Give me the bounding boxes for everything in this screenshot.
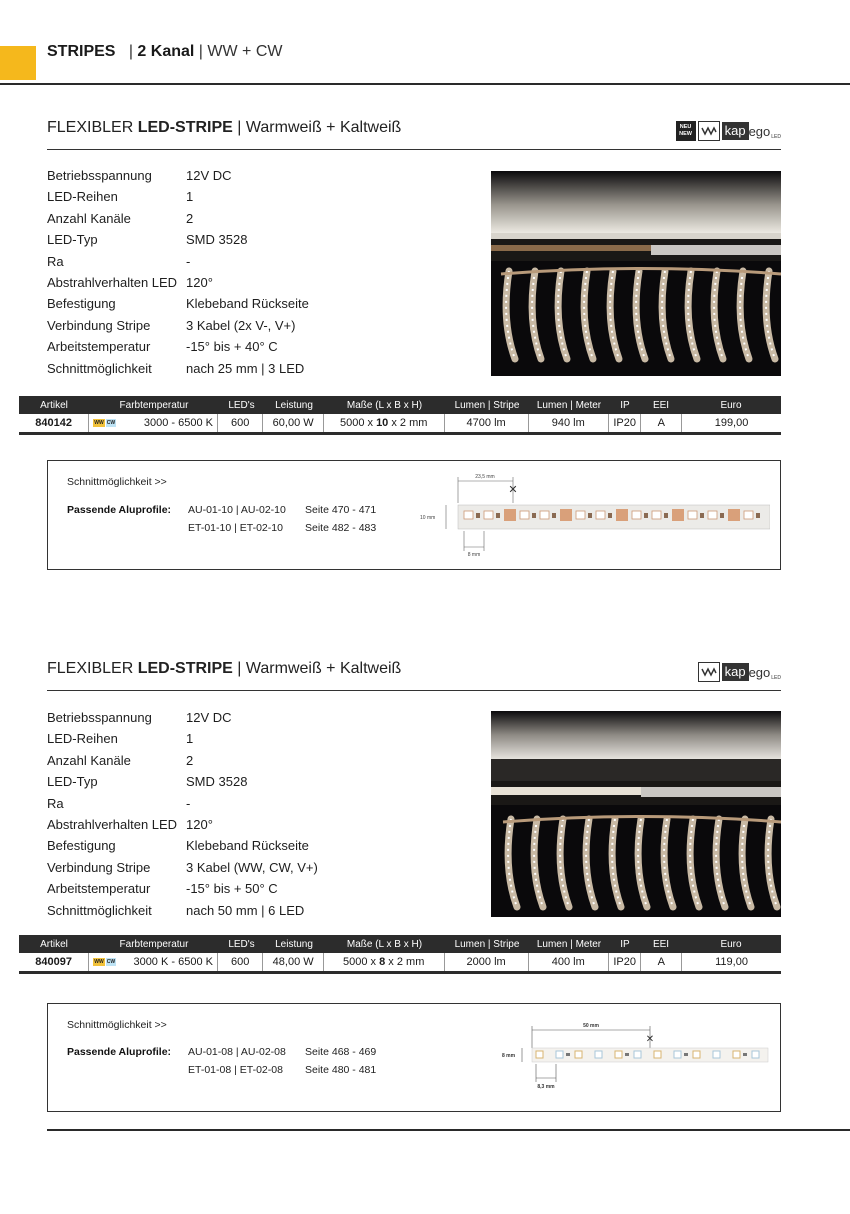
svg-text:✕: ✕ <box>508 484 518 496</box>
title-divider <box>47 149 781 150</box>
title-divider <box>47 690 781 691</box>
alu-profile-names: AU-01-08 | AU-02-08 <box>188 1046 286 1058</box>
brand-wordmark: kap ego LED <box>722 122 781 140</box>
product-title: FLEXIBLER LED-STRIPE | Warmweiß + Kaltweiß <box>47 660 402 677</box>
cut-options-box <box>47 460 781 570</box>
product-photo <box>491 171 781 376</box>
ww-cw-icon: WW CW <box>94 420 116 426</box>
brand-logo <box>698 662 781 682</box>
cut-label: Schnittmöglichkeit >> <box>67 476 167 488</box>
ww-cw-icon: WW CW <box>94 959 116 965</box>
cut-options-box <box>47 1003 781 1112</box>
dim-length-label: 50 mm <box>583 1023 599 1029</box>
alu-profiles-label: Passende Aluprofile: <box>67 1046 172 1058</box>
dim-length-label: 23,5 mm <box>475 474 495 480</box>
header-channels: 2 Kanal <box>137 43 195 60</box>
new-badge: NEU NEW <box>676 121 696 141</box>
alu-profile-names: AU-01-10 | AU-02-10 <box>188 504 286 516</box>
alu-profile-pages: Seite 480 - 481 <box>305 1064 377 1076</box>
wave-logo-icon <box>698 662 720 682</box>
alu-profile-pages: Seite 468 - 469 <box>305 1046 377 1058</box>
cut-label: Schnittmöglichkeit >> <box>67 1019 167 1031</box>
alu-profile-pages: Seite 482 - 483 <box>305 522 377 534</box>
cut-diagram <box>500 1020 770 1092</box>
brand-logo <box>676 121 781 141</box>
table-row: 840097 WW CW 3000 K - 6500 K 600 48,00 W 5000 x 8 x 2 mm 2000 lm 400 lm IP20 A 119,00 <box>19 953 781 974</box>
table-row: 840142 WW CW 3000 - 6500 K 600 60,00 W 5000 x 10 x 2 mm 4700 lm 940 lm IP20 A 199,00 <box>19 414 781 435</box>
dim-pitch-label: 8 mm <box>467 552 481 558</box>
alu-profile-names: ET-01-10 | ET-02-10 <box>188 522 283 534</box>
dim-pitch-label: 8,3 mm <box>537 1084 555 1090</box>
chapter-tab-marker <box>0 46 36 80</box>
product-table <box>19 935 781 974</box>
header-divider <box>0 83 850 85</box>
table-header: Artikel Farbtemperatur LED's Leistung Maße (L x B x H) Lumen | Stripe Lumen | Meter IP EEI Euro <box>19 935 781 953</box>
alu-profile-pages: Seite 470 - 471 <box>305 504 377 516</box>
page-header: STRIPES | 2 Kanal | WW + CW <box>47 43 283 60</box>
table-header: Artikel Farbtemperatur LED's Leistung Maße (L x B x H) Lumen | Stripe Lumen | Meter IP EEI Euro <box>19 396 781 414</box>
dim-width-label: 8 mm <box>502 1053 516 1059</box>
dim-width-label: 10 mm <box>420 515 436 521</box>
cut-diagram <box>418 471 770 561</box>
footer-divider <box>47 1129 850 1131</box>
product-title: FLEXIBLER LED-STRIPE | Warmweiß + Kaltweiß <box>47 119 402 136</box>
wave-logo-icon <box>698 121 720 141</box>
header-category: STRIPES <box>47 43 116 60</box>
alu-profiles-label: Passende Aluprofile: <box>67 504 172 516</box>
brand-wordmark: kap ego LED <box>722 663 781 681</box>
alu-profile-names: ET-01-08 | ET-02-08 <box>188 1064 283 1076</box>
product-photo <box>491 711 781 917</box>
svg-text:✕: ✕ <box>645 1034 655 1045</box>
header-variant: WW + CW <box>207 43 283 60</box>
product-table <box>19 396 781 435</box>
